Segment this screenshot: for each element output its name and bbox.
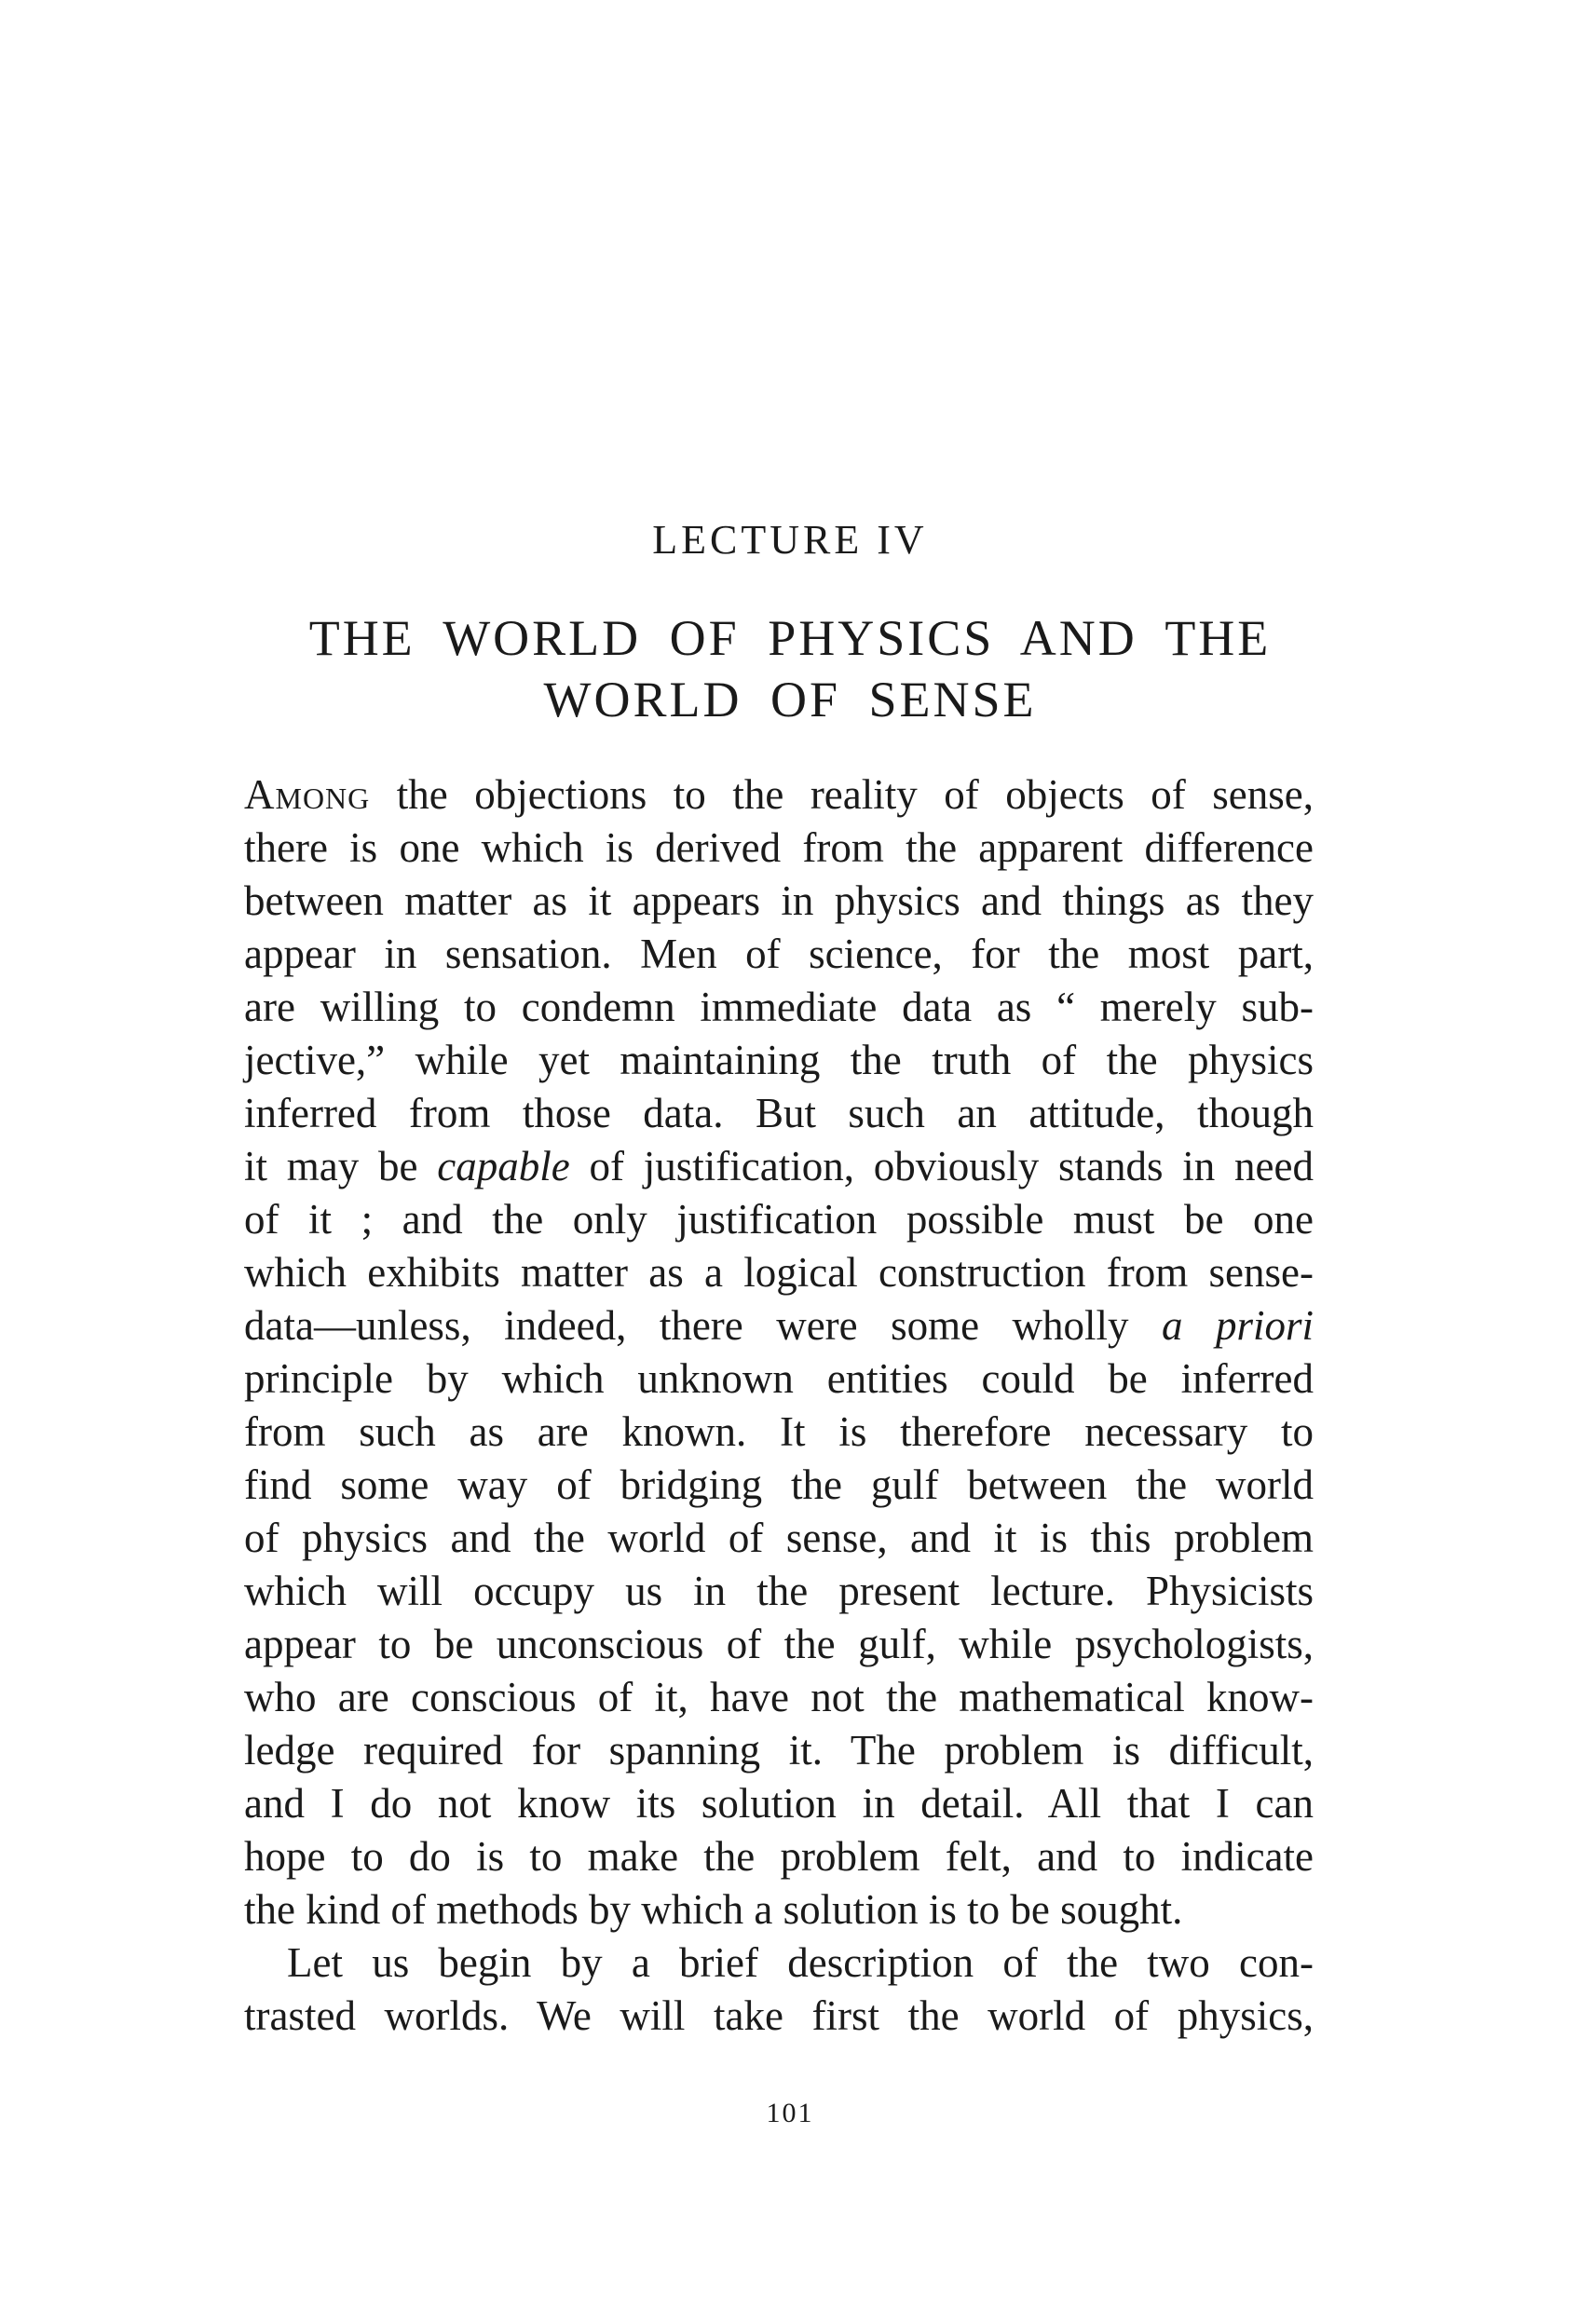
text-line: which will occupy us in the present lecture. Physicists [244, 1568, 1314, 1614]
text-line: from such as are known. It is therefore necessary to [244, 1408, 1314, 1455]
paragraph-1 [244, 768, 1314, 1937]
paragraph-2 [244, 1937, 1314, 2043]
text-line: the kind of methods by which a solution is to be sought. [244, 1886, 1183, 1933]
opening-word: Among [244, 771, 371, 818]
text-line: principle by which unknown entities could be inferred [244, 1355, 1314, 1402]
text-line: who are conscious of it, have not the mathematical know- [244, 1674, 1314, 1720]
emphasis-capable: capable [437, 1143, 570, 1189]
text-line: appear to be unconscious of the gulf, while psychologists, [244, 1621, 1314, 1667]
text-line: between matter as it appears in physics and things as they [244, 877, 1314, 924]
text-line: of physics and the world of sense, and it is this problem [244, 1515, 1314, 1561]
lecture-number: LECTURE IV [652, 517, 928, 563]
emphasis-a-priori: a priori [1162, 1302, 1314, 1349]
page-number: 101 [766, 2098, 814, 2128]
text-line: trasted worlds. We will take first the world of physics, [244, 1992, 1314, 2039]
text-line: appear in sensation. Men of science, for the most part, [244, 931, 1314, 977]
text-line: find some way of bridging the gulf between the world [244, 1461, 1314, 1508]
text-line: data—unless, indeed, there were some wholly a priori [244, 1302, 1314, 1349]
text-line: there is one which is derived from the apparent difference [244, 824, 1314, 871]
body-text [244, 768, 1314, 2043]
text-line: inferred from those data. But such an attitude, though [244, 1090, 1314, 1136]
text-line: hope to do is to make the problem felt, and to indicate [244, 1833, 1314, 1880]
text-line: are willing to condemn immediate data as “ merely sub- [244, 984, 1314, 1030]
chapter-title [0, 607, 1580, 730]
text-line: and I do not know its solution in detail. All that I can [244, 1780, 1314, 1827]
text-line: which exhibits matter as a logical construction from sense- [244, 1249, 1314, 1296]
chapter-title-line-2: WORLD OF SENSE [543, 672, 1037, 727]
text-line: ledge required for spanning it. The problem is difficult, [244, 1727, 1314, 1774]
chapter-title-line-1: THE WORLD OF PHYSICS AND THE [308, 610, 1272, 666]
text-line: Let us begin by a brief description of the two con- [287, 1939, 1314, 1986]
text-line: it may be capable of justification, obviously stands in need [244, 1143, 1314, 1189]
text-line: jective,” while yet maintaining the truth of the physics [244, 1037, 1314, 1083]
text-line: Among the objections to the reality of objects of sense, [244, 771, 1314, 818]
text-line: of it ; and the only justification possible must be one [244, 1196, 1314, 1243]
